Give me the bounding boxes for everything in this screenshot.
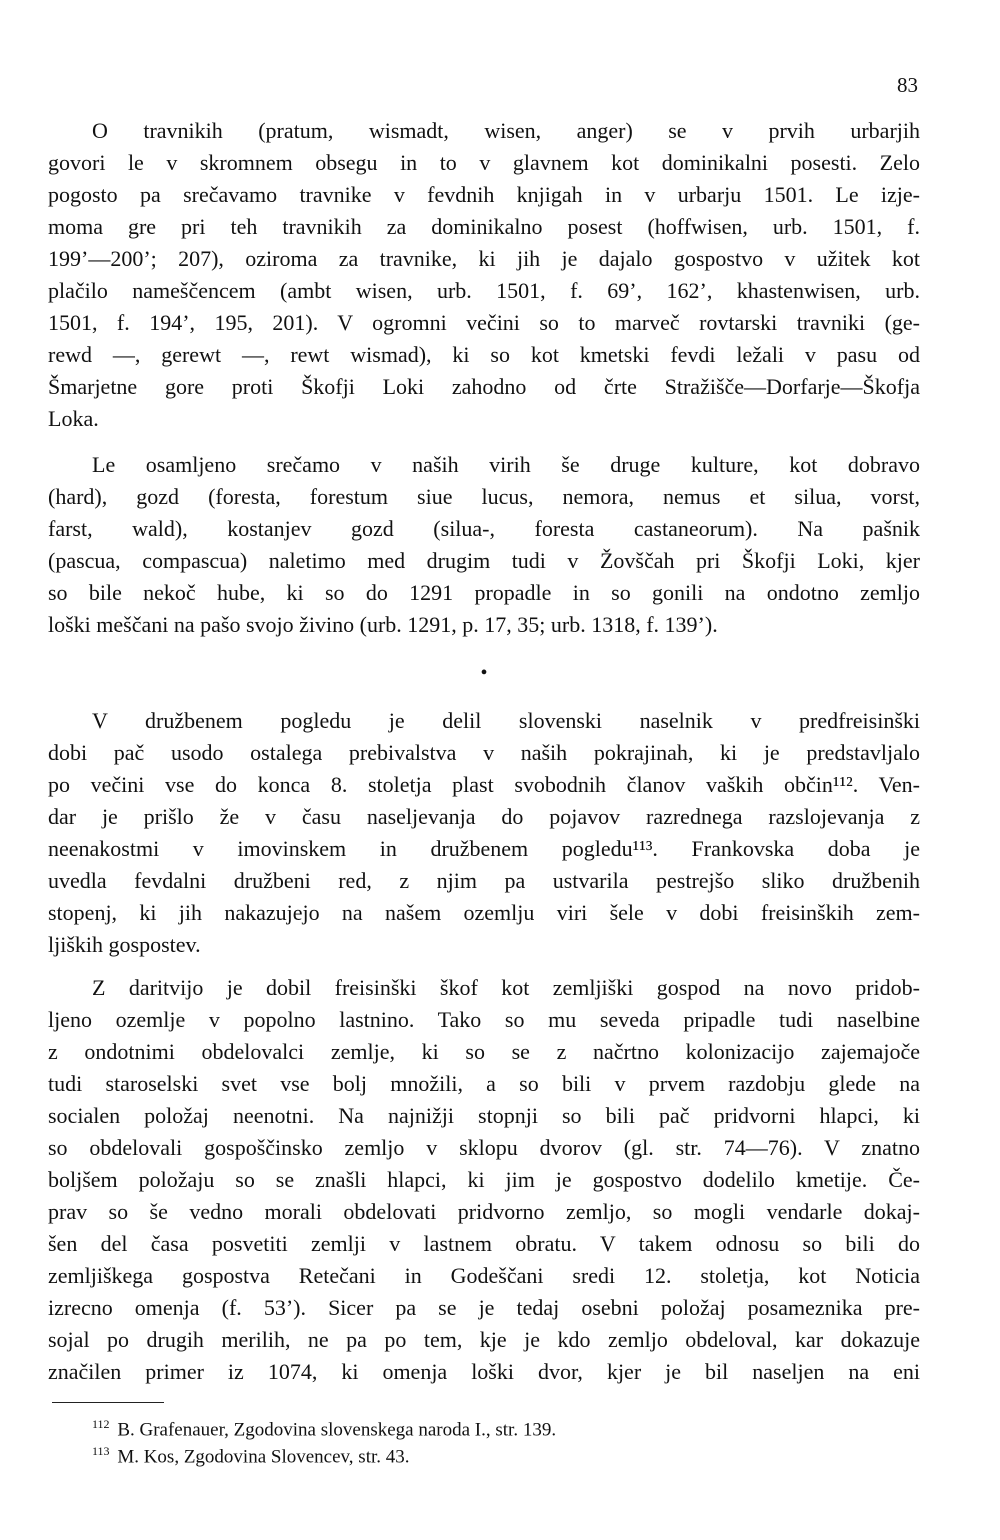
text-line: Šmarjetne gore proti Škofji Loki zahodno od črte Stražišče—Dorfarje—Škofja [48,374,920,399]
text-line: O travnikih (pratum, wismadt, wisen, anger) se v prvih urbarjih [92,118,920,143]
footnotes [92,1411,832,1468]
text-line: prav so še vedno morali obdelovati pridvorno zemljo, so mogli vendarle dokaj- [48,1199,920,1224]
text-line: rewd —, gerewt —, rewt wismad), ki so kot kmetski fevdi ležali v pasu od [48,342,920,367]
text-line: zemljiškega gospostva Retečani in Godeščani sredi 12. stoletja, kot Noticia [48,1263,920,1288]
text-line: izrecno omenja (f. 53’). Sicer pa se je tedaj osebni položaj posameznika pre- [48,1295,920,1320]
text-line: (pascua, compascua) naletimo med drugim tudi v Žovščah pri Škofji Loki, kjer [48,548,920,573]
text-line: z ondotnimi obdelovalci zemlje, ki so se z načrtno kolonizacijo zajemajoče [48,1039,920,1064]
text-line: tudi staroselski svet vse bolj množili, a so bili v prvem razdobju glede na [48,1071,920,1096]
text-line: dar je prišlo že v času naseljevanja do pojavov razrednega razslojevanja z [48,804,920,829]
text-line: loški meščani na pašo svojo živino (urb. 1291, p. 17, 35; urb. 1318, f. 139’). [48,612,718,637]
text-line: ljeno ozemlje v popolno lastnino. Tako so mu seveda pripadle tudi naselbine [48,1007,920,1032]
text-line: ljiških gospostev. [48,932,201,957]
section-divider: • [480,662,488,684]
text-line: pogosto pa srečavamo travnike v fevdnih knjigah in v urbarju 1501. Le izje- [48,182,920,207]
text-line: boljšem položaju so se znašli hlapci, ki jim je gospostvo dodelilo kmetije. Če- [48,1167,920,1192]
footnote-text: M. Kos, Zgodovina Slovencev, str. 43. [117,1446,410,1468]
footnote-text: B. Grafenauer, Zgodovina slovenskega naroda I., str. 139. [117,1419,557,1441]
text-line: V družbenem pogledu je delil slovenski naselnik v predfreisinški [92,708,920,733]
text-line: farst, wald), kostanjev gozd (silua-, foresta castaneorum). Na pašnik [48,516,920,541]
text-line: neenakostmi v imovinskem in družbenem pogledu¹¹³. Frankovska doba je [48,836,920,861]
footnote-112 [92,1411,832,1441]
text-line: so obdelovali gospoščinsko zemljo v sklopu dvorov (gl. str. 74—76). V znatno [48,1135,920,1160]
text-line: po večini vse do konca 8. stoletja plast svobodnih članov vaških občin¹¹². Ven- [48,772,920,797]
paragraph-cultures [48,449,920,641]
text-line: so bile nekoč hube, ki so do 1291 propadle in so gonili na ondotno zemljo [48,580,920,605]
footnote-divider [52,1402,164,1403]
text-line: stopenj, ki jih nakazujejo na našem ozemlju viri šele v dobi freisinških zem- [48,900,920,925]
footnote-number: 113 [92,1444,110,1458]
text-line: šen del časa posvetiti zemlji v lastnem obratu. V takem odnosu so bili do [48,1231,920,1256]
footnote-113 [92,1438,832,1468]
paragraph-meadows [48,115,920,435]
text-line: Z daritvijo je dobil freisinški škof kot zemljiški gospod na novo pridob- [92,975,920,1000]
text-line: Loka. [48,406,99,431]
text-line: plačilo nameščencem (ambt wisen, urb. 1501, f. 69’, 162’, khastenwisen, urb. [48,278,920,303]
text-line: dobi pač usodo ostalega prebivalstva v naših pokrajinah, ki je predstavljalo [48,740,920,765]
footnote-number: 112 [92,1417,110,1431]
text-line: sojal po drugih merilih, ne pa po tem, kje je kdo zemljo obdeloval, kar dokazuje [48,1327,920,1352]
text-line: Le osamljeno srečamo v naših virih še druge kulture, kot dobravo [92,452,920,477]
text-line: (hard), gozd (foresta, forestum siue lucus, nemora, nemus et silua, vorst, [48,484,920,509]
text-line: 199’—200’; 207), oziroma za travnike, ki jih je dajalo gospostvo v užitek kot [48,246,920,271]
text-line: moma gre pri teh travnikih za dominikalno posest (hoffwisen, urb. 1501, f. [48,214,920,239]
text-line: 1501, f. 194’, 195, 201). V ogromni večini so to marveč rovtarski travniki (ge- [48,310,920,335]
paragraph-donation [48,972,920,1388]
text-line: značilen primer iz 1074, ki omenja loški dvor, kjer je bil naseljen na eni [48,1359,920,1384]
text-line: socialen položaj neenotni. Na najnižji stopnji so bili pač pridvorni hlapci, ki [48,1103,920,1128]
text-line: govori le v skromnem obsegu in to v glavnem kot dominikalni posesti. Zelo [48,150,920,175]
text-line: uvedla fevdalni družbeni red, z njim pa ustvarila pestrejšo sliko družbenih [48,868,920,893]
paragraph-social-view [48,705,920,961]
page-number: 83 [897,73,918,97]
